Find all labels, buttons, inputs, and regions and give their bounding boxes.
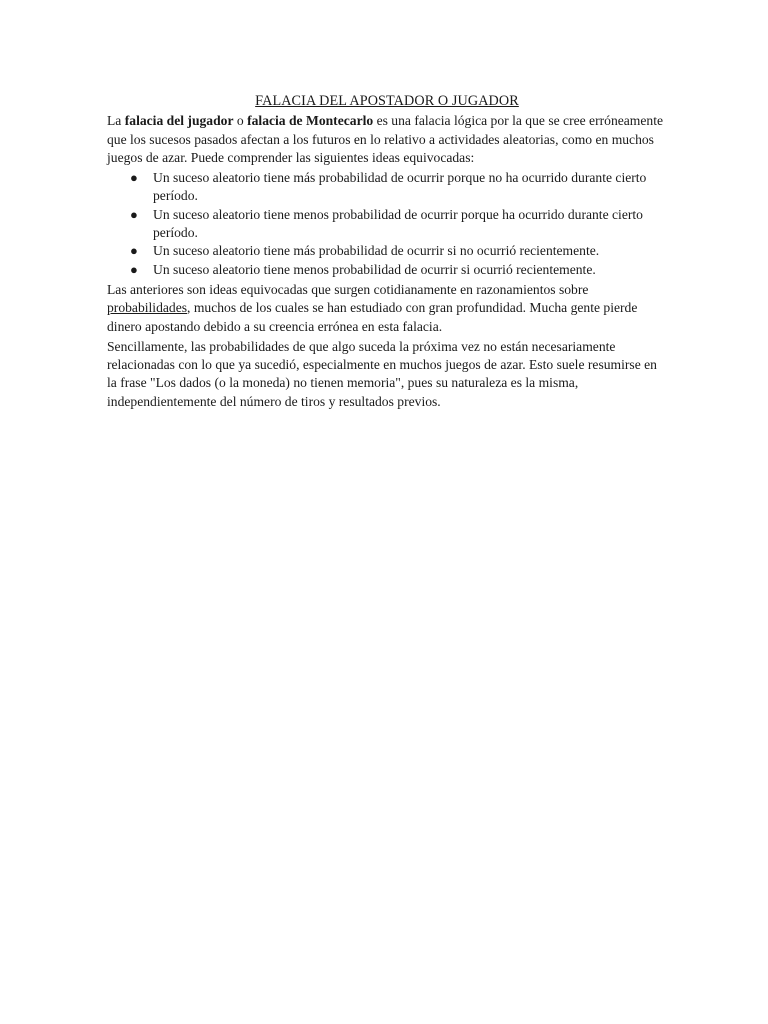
misconceptions-list bbox=[107, 169, 667, 279]
paragraph-probabilities bbox=[107, 281, 667, 336]
list-item bbox=[130, 206, 667, 243]
list-item bbox=[130, 261, 667, 279]
intro-text-3: es una falacia lógica por la que se cree erróneamente que los sucesos pasados afectan a los futuros en lo relativo a actividades aleatorias, como en muchos juegos de azar. Puede comprender las siguientes ideas equivocadas: bbox=[107, 113, 664, 165]
para2-text-1: Las anteriores son ideas equivocadas que surgen cotidianamente en razonamientos sobre bbox=[107, 281, 589, 297]
bullet-icon: ● bbox=[130, 170, 138, 186]
document-title: FALACIA DEL APOSTADOR O JUGADOR bbox=[255, 93, 519, 109]
bullet-icon: ● bbox=[130, 261, 138, 277]
term-falacia-del-jugador: falacia del jugador bbox=[124, 113, 234, 129]
term-falacia-de-montecarlo: falacia de Montecarlo bbox=[247, 113, 374, 129]
list-item bbox=[130, 169, 667, 206]
paragraph-conclusion: Sencillamente, las probabilidades de que algo suceda la próxima vez no están necesariamente relacionadas con lo que ya sucedió, especialmente en muchos juegos de azar. Esto suele resumirse en la frase "Los dados (o la moneda) no tienen memoria", pues su naturaleza es la misma, independientemente del número de tiros y resultados previos. bbox=[107, 338, 657, 409]
bullet-icon: ● bbox=[130, 243, 138, 259]
list-item-text: Un suceso aleatorio tiene menos probabilidad de ocurrir porque ha ocurrido durante cierto período. bbox=[153, 206, 643, 241]
list-item-text: Un suceso aleatorio tiene menos probabilidad de ocurrir si ocurrió recientemente. bbox=[153, 261, 596, 277]
intro-text-2: o bbox=[233, 113, 248, 129]
probabilidades-link[interactable]: probabilidades bbox=[107, 300, 188, 316]
list-item-text: Un suceso aleatorio tiene más probabilidad de ocurrir porque no ha ocurrido durante cierto período. bbox=[153, 170, 647, 204]
list-item bbox=[130, 242, 667, 260]
intro-text-1: La bbox=[107, 113, 125, 129]
intro-paragraph bbox=[107, 112, 667, 167]
bullet-icon: ● bbox=[130, 206, 138, 222]
para2-text-2: , muchos de los cuales se han estudiado con gran profundidad. Mucha gente pierde dinero apostando debido a su creencia errónea en esta falacia. bbox=[107, 300, 638, 334]
document-page bbox=[107, 92, 667, 411]
list-item-text: Un suceso aleatorio tiene más probabilidad de ocurrir si no ocurrió recientemente. bbox=[153, 243, 600, 259]
